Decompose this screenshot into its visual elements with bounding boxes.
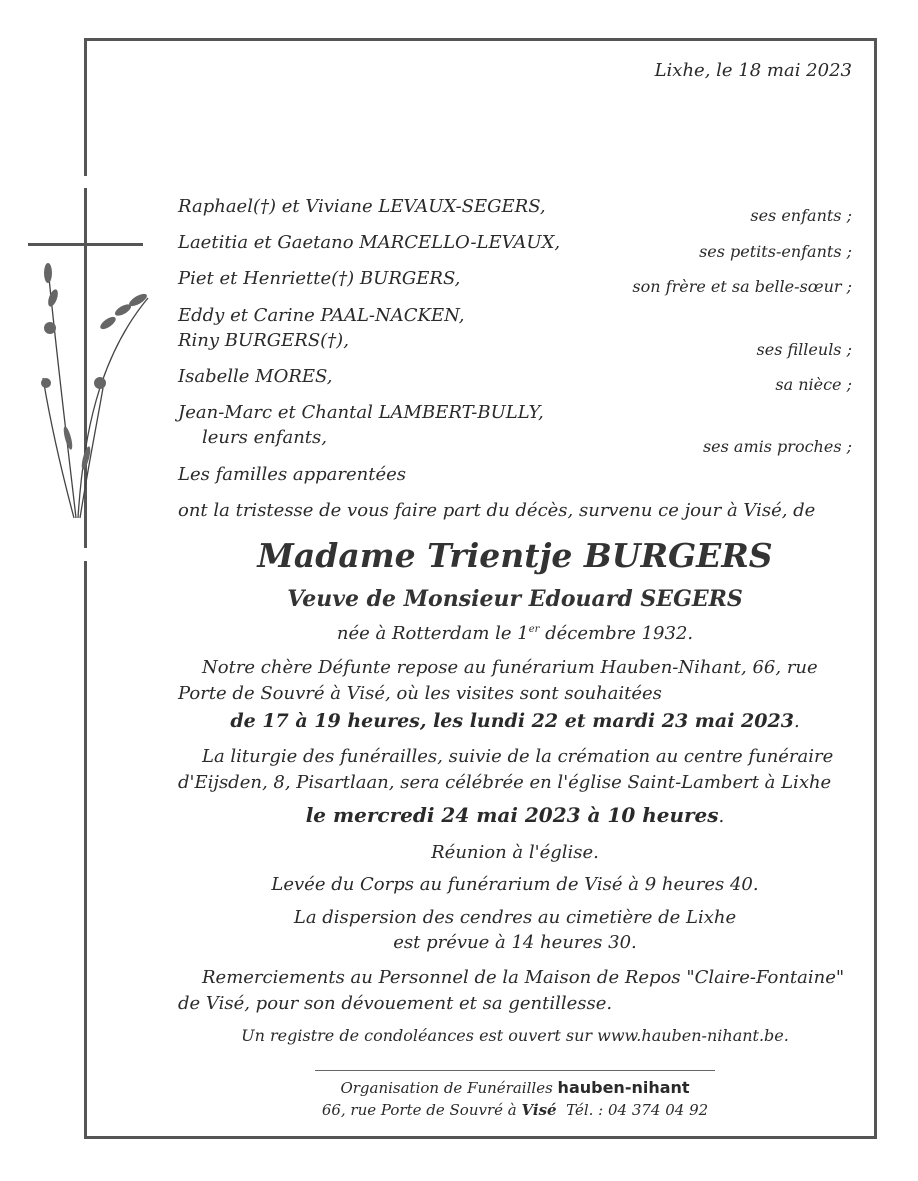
thanks-line-1: Remerciements au Personnel de la Maison de Repos "Claire-Fontaine" bbox=[202, 967, 845, 988]
family-name-6b: leurs enfants, bbox=[202, 427, 327, 448]
footer-city: Visé bbox=[521, 1101, 557, 1119]
deceased-name: Madame Trientje BURGERS bbox=[257, 536, 773, 575]
liturgy-date: le mercredi 24 mai 2023 à 10 heures bbox=[305, 803, 719, 827]
cross-with-wheat-icon bbox=[28, 188, 168, 548]
visits-hours: de 17 à 19 heures, les lundi 22 et mardi 23 mai 2023 bbox=[230, 710, 794, 732]
liturgy-line-1: La liturgie des funérailles, suivie de la crémation au centre funéraire bbox=[202, 746, 834, 767]
family-name-4: Eddy et Carine PAAL-NACKEN, bbox=[178, 305, 465, 326]
birth-suffix: décembre 1932. bbox=[539, 623, 694, 644]
footer-address bbox=[90, 1101, 918, 1119]
family-name-7: Les familles apparentées bbox=[178, 464, 407, 485]
footer-addr-prefix: 66, rue Porte de Souvré à bbox=[321, 1101, 522, 1119]
brand-logo: hauben-nihant bbox=[557, 1078, 690, 1097]
family-name-2: Laetitia et Gaetano MARCELLO-LEVAUX, bbox=[178, 232, 561, 253]
family-relation-1: ses enfants ; bbox=[750, 206, 852, 225]
footer-organisation bbox=[90, 1078, 918, 1097]
footer-org-prefix: Organisation de Funérailles bbox=[340, 1079, 558, 1097]
family-name-1: Raphael(†) et Viviane LEVAUX-SEGERS, bbox=[178, 196, 546, 217]
family-relation-4: ses filleuls ; bbox=[756, 340, 852, 359]
dispersion-line-2: est prévue à 14 heures 30. bbox=[393, 932, 637, 953]
liturgy-line-2: d'Eijsden, 8, Pisartlaan, sera célébrée en l'église Saint-Lambert à Lixhe bbox=[178, 772, 832, 793]
family-relation-6: ses amis proches ; bbox=[702, 437, 852, 456]
birth-prefix: née à Rotterdam le 1 bbox=[336, 623, 529, 644]
visits-hours-end: . bbox=[793, 711, 800, 732]
levee-text: Levée du Corps au funérarium de Visé à 9 heures 40. bbox=[271, 874, 759, 895]
family-relation-5: sa nièce ; bbox=[775, 375, 852, 394]
family-name-5: Isabelle MORES, bbox=[178, 366, 333, 387]
footer-divider bbox=[315, 1070, 715, 1071]
family-name-6: Jean-Marc et Chantal LAMBERT-BULLY, bbox=[178, 402, 544, 423]
visits-line-1: Notre chère Défunte repose au funérarium Hauben-Nihant, 66, rue bbox=[202, 657, 818, 678]
footer-tel: Tél. : 04 374 04 92 bbox=[556, 1101, 709, 1119]
family-relation-3: son frère et sa belle-sœur ; bbox=[632, 277, 852, 296]
birth-sup: er bbox=[528, 624, 540, 635]
registry-text: Un registre de condoléances est ouvert sur www.hauben-nihant.be. bbox=[241, 1026, 789, 1045]
thanks-line-2: de Visé, pour son dévouement et sa gentillesse. bbox=[178, 993, 613, 1014]
reunion-text: Réunion à l'église. bbox=[431, 842, 599, 863]
visits-hours-line bbox=[90, 710, 918, 732]
liturgy-date-end: . bbox=[718, 806, 725, 827]
visits-line-2: Porte de Souvré à Visé, où les visites sont souhaitées bbox=[178, 683, 662, 704]
announcement-text: ont la tristesse de vous faire part du décès, survenu ce jour à Visé, de bbox=[178, 500, 816, 521]
birth-line bbox=[90, 623, 918, 644]
family-relation-2: ses petits-enfants ; bbox=[699, 242, 852, 261]
notice-date: Lixhe, le 18 mai 2023 bbox=[654, 60, 852, 81]
dispersion-line-1: La dispersion des cendres au cimetière de Lixhe bbox=[293, 907, 737, 928]
family-name-3: Piet et Henriette(†) BURGERS, bbox=[178, 268, 461, 289]
deceased-widow-line: Veuve de Monsieur Edouard SEGERS bbox=[287, 586, 743, 612]
family-name-4b: Riny BURGERS(†), bbox=[178, 330, 349, 351]
liturgy-date-line bbox=[90, 803, 918, 827]
